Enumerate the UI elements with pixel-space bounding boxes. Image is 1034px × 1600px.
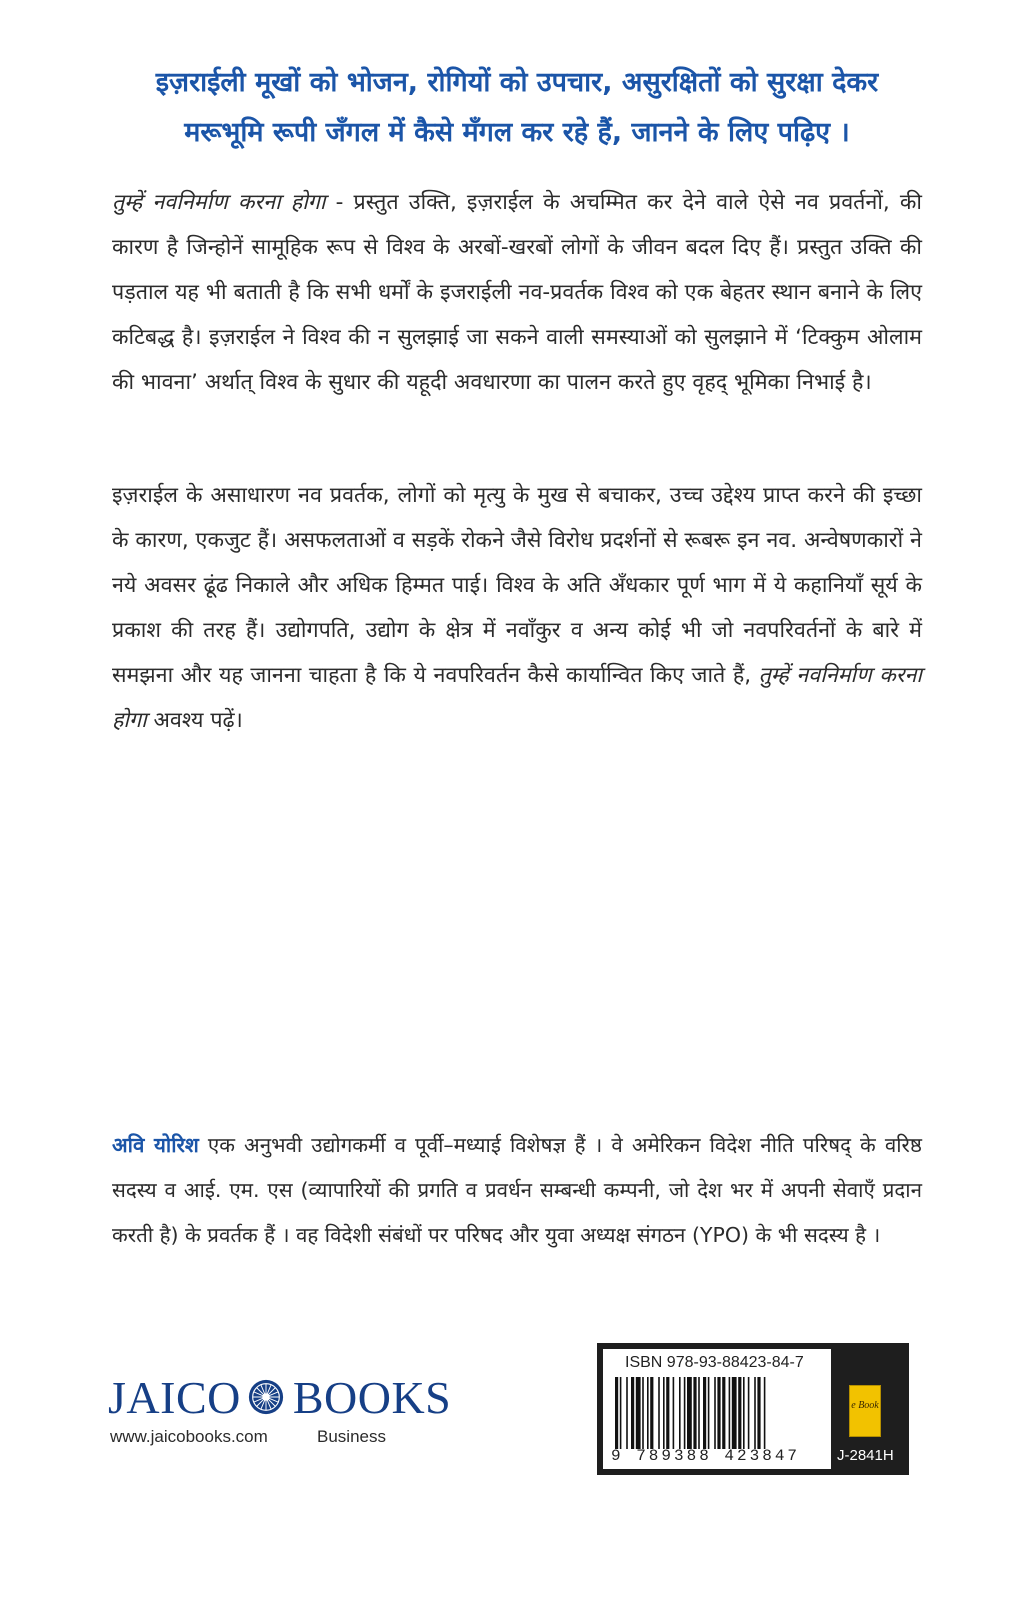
description-paragraph-1 xyxy=(112,180,922,405)
headline-line-1: इज़राईली मूखों को भोजन, रोगियों को उपचार, असुरक्षितों को सुरक्षा देकर xyxy=(155,67,879,98)
description-paragraph-2 xyxy=(112,473,922,743)
headline xyxy=(95,58,939,158)
ebook-badge-icon xyxy=(849,1385,881,1437)
author-bio-text: एक अनुभवी उद्योगकर्मी व पूर्वी–मध्याई विशेषज्ञ हैं । वे अमेरिकन विदेश नीति परिषद् के वरिष्ठ सदस्य व आई. एम. एस (व्यापारियों की प्रगति व प्रवर्धन सम्बन्धी कम्पनी, जो देश भर में अपनी सेवाएँ प्रदान करती है) के प्रवर्तक हैं । वह विदेशी संबंधों पर परिषद और युवा अध्यक्ष संगठन (YPO) के भी सदस्य है । xyxy=(112,1133,922,1247)
publisher-name-right: BOOKS xyxy=(292,1371,452,1423)
barcode-digits: 9 789388 423847 xyxy=(611,1447,801,1465)
book-title-italic: तुम्हें नवनिर्माण करना होगा xyxy=(112,190,326,215)
headline-line-2: मरूभूमि रूपी जँगल में कैसे मँगल कर रहे हैं, जानने के लिए पढ़िए । xyxy=(184,117,850,148)
paragraph-2-end: अवश्य पढ़ें। xyxy=(146,708,243,733)
book-title-italic: तुम्हें नवनिर्माण करना होगा xyxy=(112,663,922,733)
publisher-website: www.jaicobooks.com xyxy=(110,1427,268,1446)
paragraph-1-text: - प्रस्तुत उक्ति, इज़राईल के अचम्मित कर देने वाले ऐसे नव प्रवर्तनों, की कारण है जिन्होनें सामूहिक रूप से विश्व के अरबों-खरबों लोगों के जीवन बदल दिए हैं। प्रस्तुत उक्ति की पड़ताल यह भी बताती है कि सभी धर्मों के इजराईली नव-प्रवर्तक विश्व को एक बेहतर स्थान बनाने के लिए कटिबद्ध है। इज़राईल ने विश्व की न सुलझाई जा सकने वाली समस्याओं को सुलझाने में ‘टिक्कुम ओलाम की भावना’ अर्थात् विश्व के सुधार की यहूदी अवधारणा का पालन करते हुए वृहद् भूमिका निभाई है। xyxy=(112,190,922,395)
isbn-label: ISBN 978-93-88423-84-7 xyxy=(625,1354,804,1371)
catalog-code: J-2841H xyxy=(837,1447,894,1464)
barcode-panel xyxy=(603,1349,831,1469)
author-bio xyxy=(112,1123,922,1258)
publisher-logo xyxy=(108,1372,451,1422)
author-name: अवि योरिश xyxy=(112,1133,199,1157)
ebook-badge-text: e Book xyxy=(851,1400,879,1411)
paragraph-2-text: इज़राईल के असाधारण नव प्रवर्तक, लोगों को मृत्यु के मुख से बचाकर, उच्च उद्देश्य प्राप्त करने की इच्छा के कारण, एकजुट हैं। असफलताओं व सड़कें रोकने जैसे विरोध प्रदर्शनों से रूबरू इन नव. अन्वेषणकारों ने नये अवसर ढूंढ निकाले और अधिक हिम्मत पाई। विश्व के अति अँधकार पूर्ण भाग में ये कहानियाँ सूर्य के प्रकाश की तरह हैं। उद्योगपति, उद्योग के क्षेत्र में नवाँकुर व अन्य कोई भी जो नवपरिवर्तनों के बारे में समझना और यह जानना चाहता है कि ये नवपरिवर्तन कैसे कार्यान्वित किए जाते हैं, xyxy=(112,483,922,688)
barcode-icon xyxy=(615,1377,827,1449)
publisher-name-left: JAICO xyxy=(108,1371,241,1423)
book-category: Business xyxy=(317,1427,386,1446)
isbn-block xyxy=(597,1343,909,1475)
chakra-emblem-icon xyxy=(247,1378,285,1416)
